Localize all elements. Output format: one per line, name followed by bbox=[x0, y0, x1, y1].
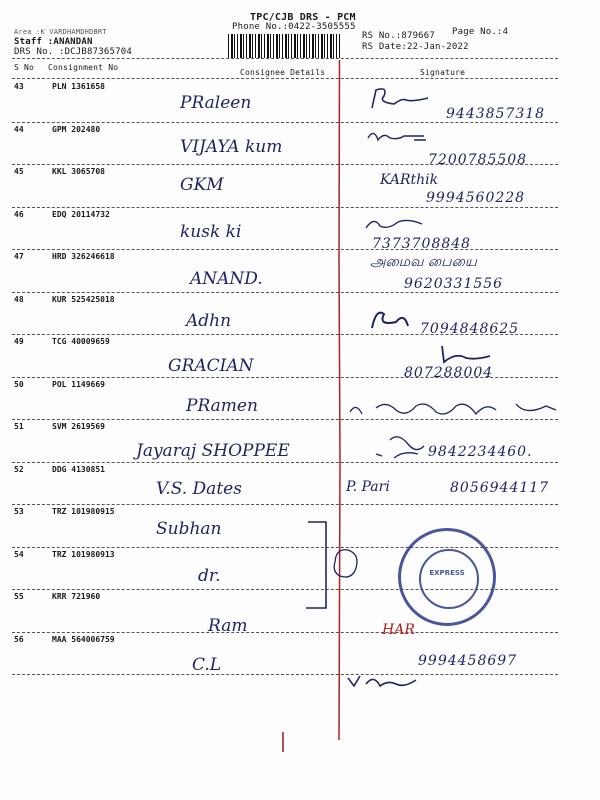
consignee-name: ANAND. bbox=[190, 269, 263, 289]
consignment-number: KUR 525425018 bbox=[52, 294, 115, 304]
row-serial-number: 43 bbox=[14, 82, 24, 91]
row-serial-number: 50 bbox=[14, 379, 24, 389]
stamp-inner-ring bbox=[419, 549, 479, 609]
consignee-name: C.L bbox=[192, 654, 222, 675]
consignment-number: KKL 3065708 bbox=[52, 167, 105, 176]
row-serial-number: 45 bbox=[14, 167, 24, 176]
row-separator bbox=[12, 504, 558, 505]
signature-scribble-50 bbox=[346, 398, 566, 426]
signature-scribble-48 bbox=[366, 304, 416, 334]
consignee-name: GRACIAN bbox=[168, 356, 254, 376]
consignee-name: Adhn bbox=[186, 310, 232, 331]
consignment-number: TRZ 101980915 bbox=[52, 507, 115, 516]
consignee-name: PRamen bbox=[186, 395, 258, 416]
recipient-phone: 9994458697 bbox=[418, 652, 518, 669]
row-serial-number: 47 bbox=[14, 252, 24, 261]
rs-date: RS Date:22-Jan-2022 bbox=[362, 42, 469, 52]
row-serial-number: 53 bbox=[14, 507, 24, 516]
row-separator bbox=[12, 632, 558, 633]
phone-number: Phone No.:0422-3505555 bbox=[232, 22, 356, 32]
staff-label: Staff :ANANDAN bbox=[14, 37, 93, 47]
consignee-name: Ram bbox=[208, 616, 248, 636]
page-number: Page No.:4 bbox=[452, 27, 509, 37]
row-serial-number: 48 bbox=[14, 294, 24, 304]
column-divider-line bbox=[338, 60, 341, 740]
consignment-number: KRR 721960 bbox=[52, 592, 101, 601]
drs-number: DRS No. :DCJB87365704 bbox=[14, 47, 132, 57]
col-header-consignment: Consignment No bbox=[48, 63, 119, 72]
signature-scribble-51 bbox=[368, 430, 428, 464]
recipient-phone: 7094848625 bbox=[420, 320, 520, 337]
consignment-number: MAA 564006759 bbox=[52, 634, 115, 644]
row-serial-number: 44 bbox=[14, 124, 24, 134]
consignee-name: Jayaraj SHOPPEE bbox=[136, 441, 290, 461]
consignee-name: VIJAYA kum bbox=[180, 136, 283, 157]
recipient-phone: 7200785508 bbox=[428, 151, 528, 168]
row-separator bbox=[12, 122, 558, 123]
consignee-name: kusk ki bbox=[180, 221, 242, 242]
consignment-number: HRD 326246618 bbox=[52, 252, 115, 261]
recipient-phone: 9443857318 bbox=[446, 106, 546, 122]
signature-text: P. Pari bbox=[346, 478, 390, 495]
consignment-number: DDG 4130851 bbox=[52, 464, 105, 474]
header-bottom-rule bbox=[12, 78, 558, 79]
row-serial-number: 56 bbox=[14, 634, 24, 644]
consignee-name: PRaleen bbox=[180, 93, 252, 113]
row-separator bbox=[12, 674, 558, 675]
signature-scribble-46 bbox=[362, 212, 432, 234]
signature-scribble-44 bbox=[364, 126, 444, 146]
row-separator bbox=[12, 462, 558, 463]
row-serial-number: 54 bbox=[14, 549, 24, 559]
document-title: TPC/CJB DRS - PCM bbox=[250, 12, 356, 23]
area-label: Area :K VARDHAMDHDBRT bbox=[14, 28, 107, 36]
bracket-mark bbox=[300, 518, 370, 613]
consignment-number: GPM 202480 bbox=[52, 124, 101, 134]
signature-text: KARthik bbox=[380, 172, 439, 188]
row-separator bbox=[12, 377, 558, 378]
signature-text: அமைவ பையை bbox=[370, 254, 477, 270]
recipient-phone: 9842234460. bbox=[428, 444, 533, 460]
rs-number: RS No.:879667 bbox=[362, 31, 436, 41]
row-separator bbox=[12, 249, 558, 250]
row-serial-number: 49 bbox=[14, 337, 24, 346]
header-top-rule bbox=[12, 58, 558, 59]
signature-scribble-49 bbox=[436, 342, 496, 368]
consignment-number: EDQ 20114732 bbox=[52, 209, 110, 219]
recipient-phone: 9994560228 bbox=[426, 190, 526, 206]
page-end-mark bbox=[278, 730, 288, 754]
row-serial-number: 46 bbox=[14, 209, 24, 219]
col-header-consignee: Consignee Details bbox=[240, 68, 326, 77]
red-handwritten-mark: HAR bbox=[382, 622, 415, 638]
consignee-name: GKM bbox=[180, 175, 224, 195]
col-header-sno: S No bbox=[14, 63, 35, 72]
consignment-number: PLN 1361658 bbox=[52, 82, 105, 91]
consignee-name: Subhan bbox=[156, 519, 222, 539]
row-separator bbox=[12, 164, 558, 165]
signature-scribble-56 bbox=[344, 670, 420, 696]
consignment-number: SVM 2619569 bbox=[52, 422, 105, 431]
consignee-name: V.S. Dates bbox=[156, 478, 242, 499]
row-serial-number: 51 bbox=[14, 422, 24, 431]
row-separator bbox=[12, 292, 558, 293]
consignee-name: dr. bbox=[198, 565, 221, 586]
company-seal-stamp bbox=[398, 528, 496, 626]
signature-scribble-43 bbox=[368, 84, 448, 114]
row-separator bbox=[12, 207, 558, 208]
barcode bbox=[228, 34, 340, 58]
recipient-phone: 8056944117 bbox=[450, 479, 550, 496]
consignment-number: TCG 40009659 bbox=[52, 337, 110, 346]
consignment-number: TRZ 101980913 bbox=[52, 549, 115, 559]
recipient-phone: 9620331556 bbox=[404, 276, 504, 292]
stamp-text: EXPRESS bbox=[429, 569, 465, 577]
row-separator bbox=[12, 334, 558, 335]
row-serial-number: 52 bbox=[14, 464, 24, 474]
consignment-number: POL 1149669 bbox=[52, 379, 105, 389]
recipient-phone: 807288004 bbox=[404, 365, 494, 381]
col-header-signature: Signature bbox=[420, 68, 466, 77]
row-serial-number: 55 bbox=[14, 592, 24, 601]
recipient-phone: 7373708848 bbox=[372, 235, 472, 252]
